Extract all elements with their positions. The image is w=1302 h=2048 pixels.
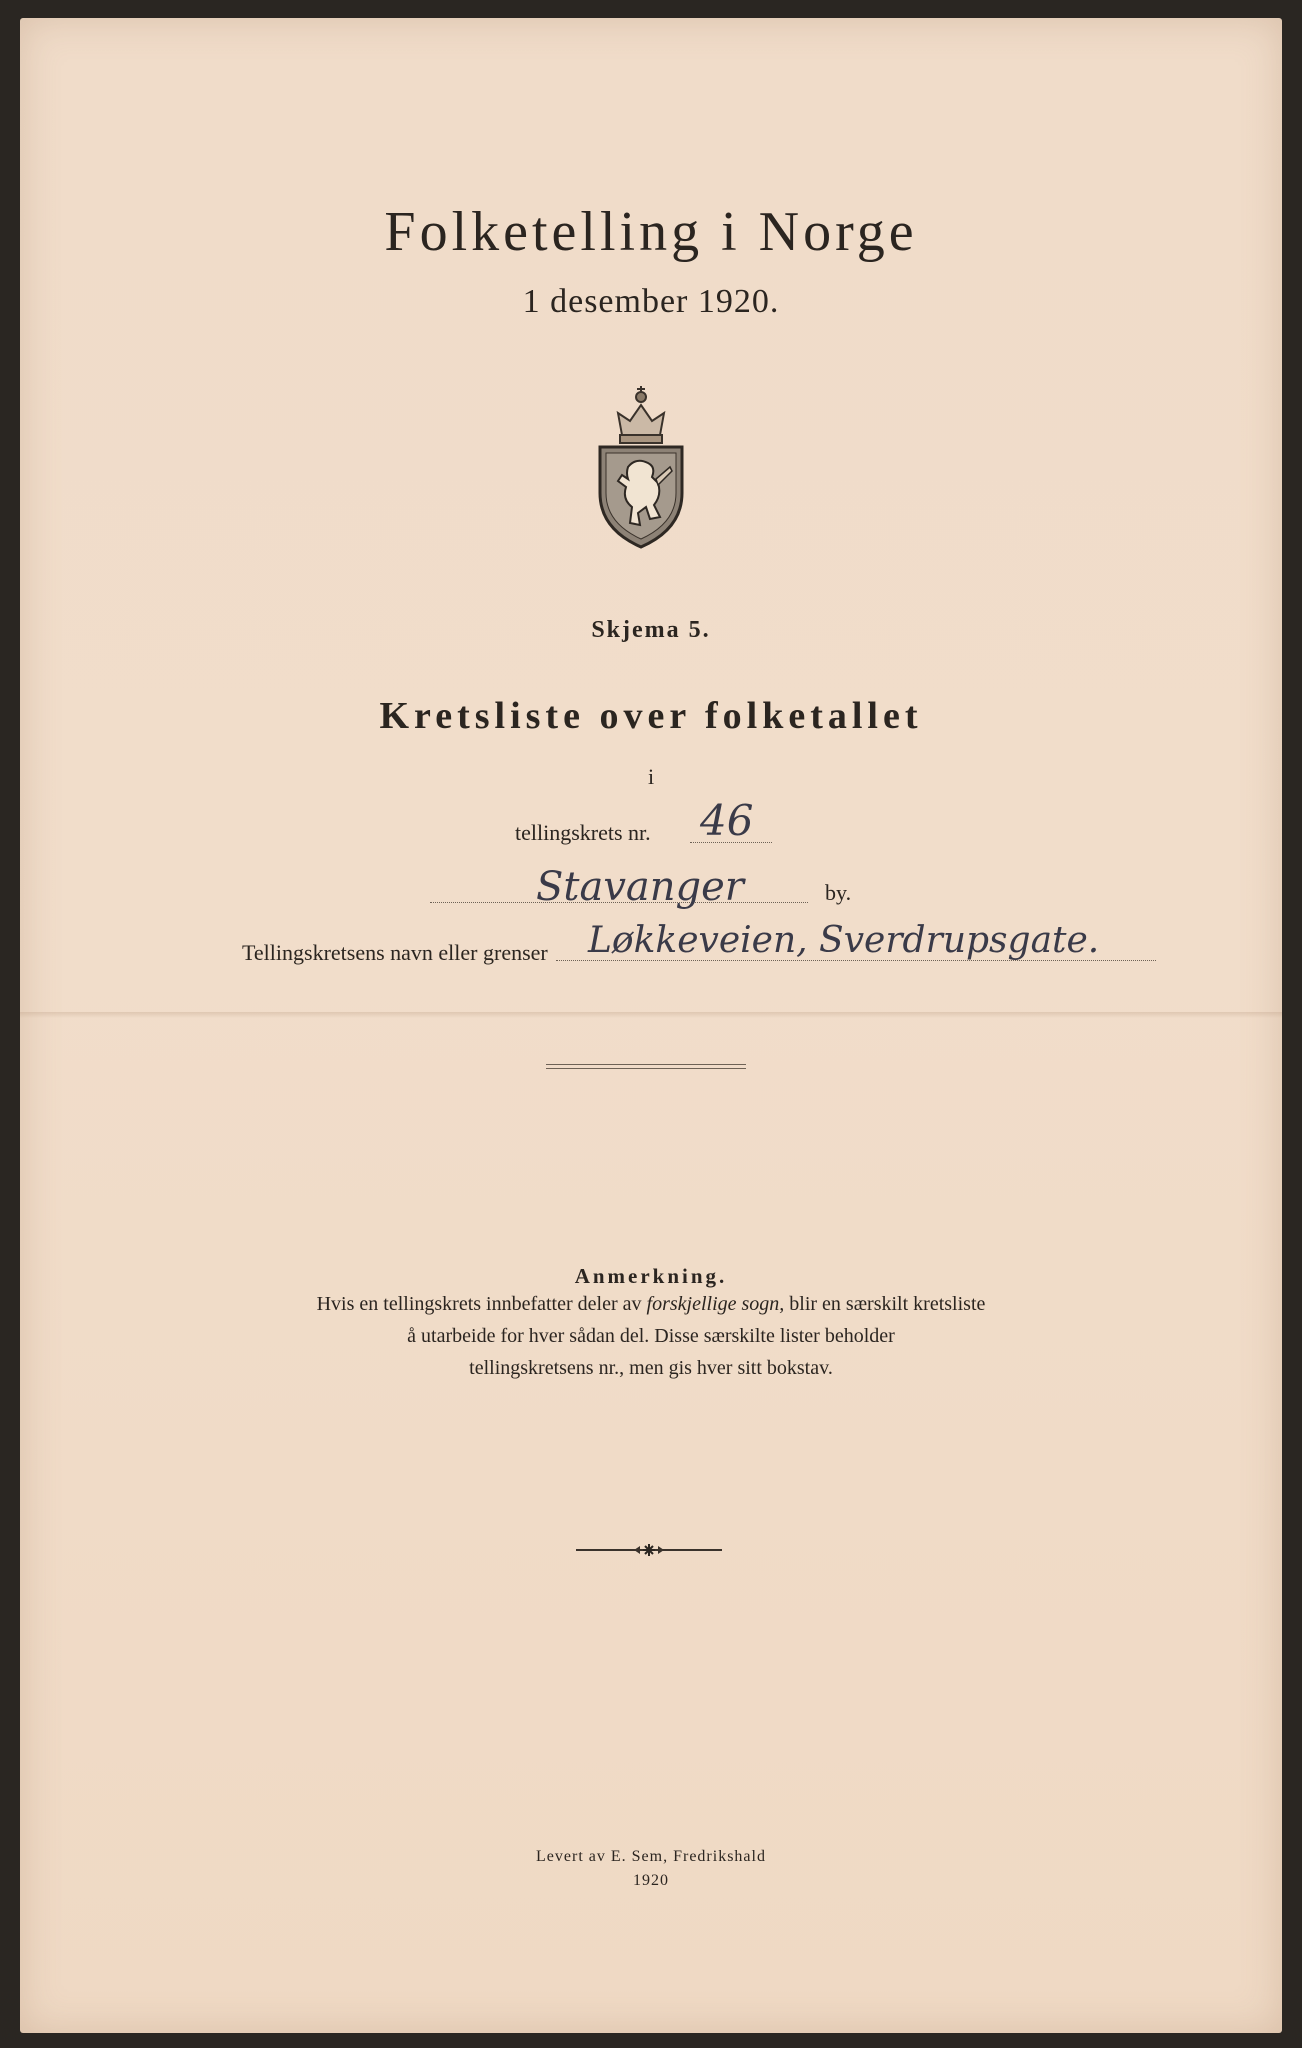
form-heading: Kretsliste over folketallet	[379, 695, 923, 737]
document-title: Folketelling i Norge	[384, 201, 918, 263]
schema-number: Skjema 5.	[591, 617, 711, 643]
ornament-divider-icon	[574, 1540, 724, 1560]
city-handwritten: Stavanger	[536, 864, 744, 910]
census-date: 1 desember 1920.	[522, 283, 780, 320]
note-line-2: å utarbeide for hver sådan del. Disse særskilte lister beholder	[407, 1325, 895, 1347]
district-number-handwritten: 46	[700, 796, 754, 845]
note-line-3: tellingskretsens nr., men gis hver sitt bokstav.	[469, 1357, 833, 1379]
boundary-handwritten: Løkkeveien, Sverdrupsgate.	[588, 920, 1100, 961]
note-emphasis: forskjellige sogn,	[646, 1293, 785, 1315]
note-body	[0, 1288, 1302, 1384]
norwegian-lion-crest-icon	[596, 383, 686, 549]
note-text: blir en særskilt kretsliste	[784, 1293, 986, 1315]
note-line-1	[0, 1288, 1302, 1320]
paper-fold	[20, 1012, 1282, 1018]
connector-word: i	[647, 764, 655, 789]
district-label: tellingskrets nr.	[515, 820, 651, 845]
printer-year: 1920	[633, 1872, 669, 1889]
boundary-label: Tellingskretsens navn eller grenser	[242, 940, 548, 965]
note-text: Hvis en tellingskrets innbefatter deler av	[316, 1293, 647, 1315]
divider-rule	[546, 1064, 746, 1065]
divider-rule-lower	[546, 1068, 746, 1069]
city-suffix: by.	[825, 880, 852, 905]
printer-credit: Levert av E. Sem, Fredrikshald	[536, 1848, 766, 1865]
note-heading: Anmerkning.	[574, 1264, 728, 1288]
